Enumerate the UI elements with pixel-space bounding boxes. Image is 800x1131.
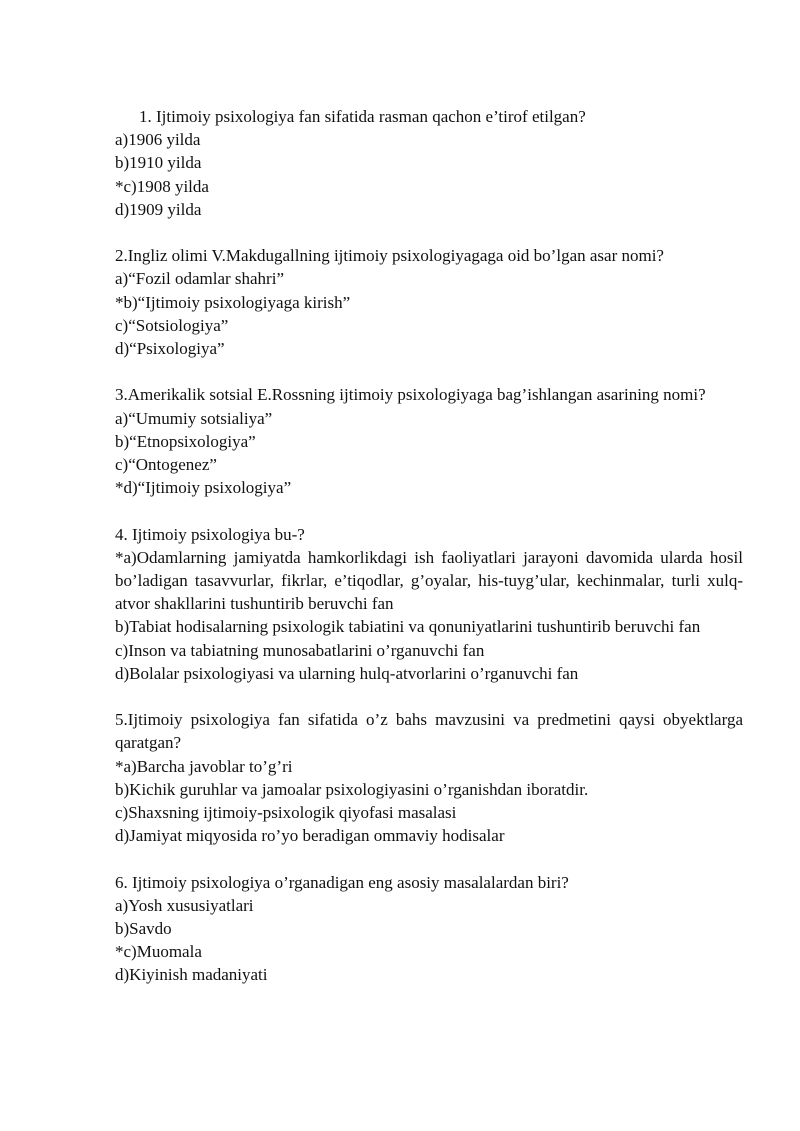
quiz-content bbox=[115, 105, 743, 1010]
option-c: *c)Muomala bbox=[115, 942, 202, 962]
option-d: d)Jamiyat miqyosida ro’yo beradigan ommaviy hodisalar bbox=[115, 826, 505, 846]
option-d: d)“Psixologiya” bbox=[115, 339, 225, 359]
option-b: b)Savdo bbox=[115, 919, 172, 939]
option-c: c)“Ontogenez” bbox=[115, 455, 217, 475]
option-a: *a)Barcha javoblar to’g’ri bbox=[115, 756, 293, 776]
option-d: d)Kiyinish madaniyati bbox=[115, 965, 268, 985]
question-2 bbox=[115, 244, 743, 360]
question-text: 4. Ijtimoiy psixologiya bu-? bbox=[115, 524, 305, 544]
option-d: d)1909 yilda bbox=[115, 199, 202, 219]
question-3 bbox=[115, 383, 743, 499]
question-text: 3.Amerikalik sotsial E.Rossning ijtimoiy psixologiyaga bag’ishlangan asarining nomi? bbox=[115, 385, 706, 405]
question-4 bbox=[115, 523, 743, 685]
option-b: b)Kichik guruhlar va jamoalar psixologiyasini o’rganishdan iboratdir. bbox=[115, 779, 589, 799]
option-b: *b)“Ijtimoiy psixologiyaga kirish” bbox=[115, 292, 351, 312]
question-text: 1. Ijtimoiy psixologiya fan sifatida rasman qachon e’tirof etilgan? bbox=[139, 107, 586, 126]
option-a: a)1906 yilda bbox=[115, 130, 201, 150]
option-b: b)“Etnopsixologiya” bbox=[115, 431, 256, 451]
option-c: c)Shaxsning ijtimoiy-psixologik qiyofasi masalasi bbox=[115, 803, 457, 823]
question-text: 6. Ijtimoiy psixologiya o’rganadigan eng asosiy masalalardan biri? bbox=[115, 872, 569, 892]
question-6 bbox=[115, 871, 743, 987]
option-a: *a)Odamlarning jamiyatda hamkorlikdagi ish faoliyatlari jarayoni davomida ularda hosil bo’ladigan tasavvurlar, fikrlar, e’tiqodlar, g’oyalar, his-tuyg’ular, kechinmalar, turli xulq-atvor shakllarini tushuntirib beruvchi fan bbox=[115, 547, 743, 614]
option-d: d)Bolalar psixologiyasi va ularning hulq-atvorlarini o’rganuvchi fan bbox=[115, 663, 579, 683]
option-a: a)“Umumiy sotsialiya” bbox=[115, 408, 273, 428]
question-text: 2.Ingliz olimi V.Makdugallning ijtimoiy psixologiyagaga oid bo’lgan asar nomi? bbox=[115, 246, 664, 266]
option-b: b)1910 yilda bbox=[115, 153, 202, 173]
option-a: a)Yosh xususiyatlari bbox=[115, 895, 254, 915]
option-b: b)Tabiat hodisalarning psixologik tabiatini va qonuniyatlarini tushuntirib beruvchi fan bbox=[115, 617, 701, 637]
question-5 bbox=[115, 708, 743, 847]
question-text: 5.Ijtimoiy psixologiya fan sifatida o’z bahs mavzusini va predmetini qaysi obyektlarga qaratgan? bbox=[115, 710, 743, 753]
option-c: c)Inson va tabiatning munosabatlarini o’rganuvchi fan bbox=[115, 640, 485, 660]
option-c: *c)1908 yilda bbox=[115, 176, 209, 196]
option-c: c)“Sotsiologiya” bbox=[115, 315, 229, 335]
option-d: *d)“Ijtimoiy psixologiya” bbox=[115, 478, 292, 498]
question-1 bbox=[115, 105, 743, 221]
option-a: a)“Fozil odamlar shahri” bbox=[115, 269, 284, 289]
